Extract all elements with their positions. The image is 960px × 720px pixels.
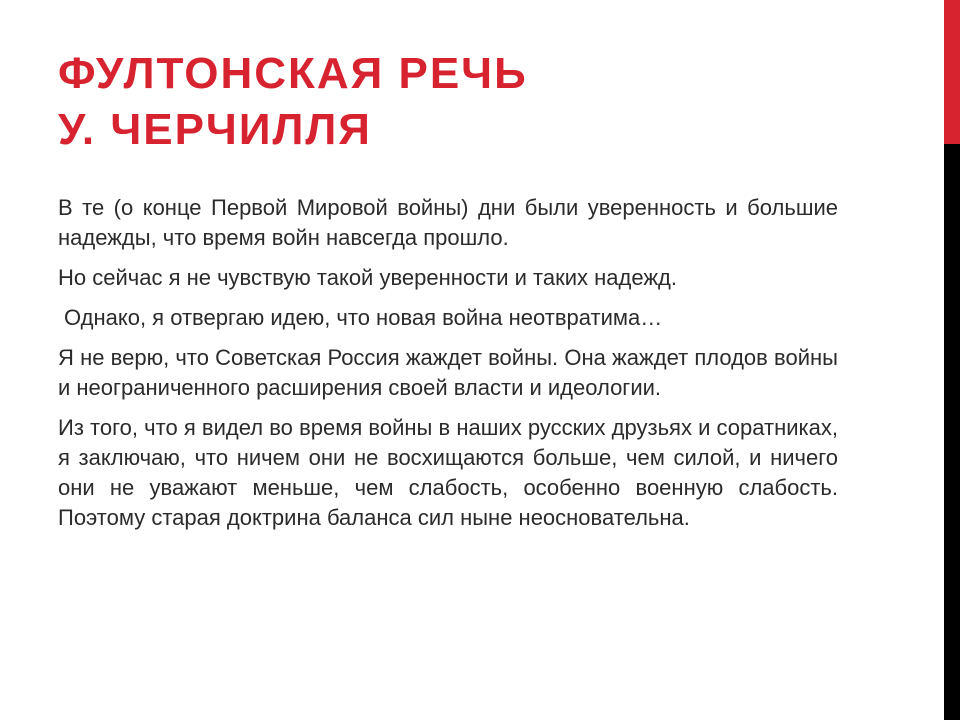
accent-bar-black: [944, 144, 960, 720]
paragraph-1: В те (о конце Первой Мировой войны) дни были уверенность и большие надежды, что время войн навсегда прошло.: [58, 195, 838, 250]
slide-body: [58, 193, 838, 543]
slide-title-line-1: ФУЛТОНСКАЯ РЕЧЬ: [58, 49, 528, 98]
slide-title: [58, 46, 918, 158]
paragraph-3: Однако, я отвергаю идею, что новая война неотвратима…: [64, 305, 663, 330]
paragraph-4: Я не верю, что Советская Россия жаждет войны. Она жаждет плодов войны и неограниченного расширения своей власти и идеологии.: [58, 345, 838, 400]
paragraph-2: Но сейчас я не чувствую такой уверенности и таких надежд.: [58, 265, 677, 290]
accent-bar-red: [944, 0, 960, 144]
paragraph-5: Из того, что я видел во время войны в наших русских друзьях и соратниках, я заключаю, что ничем они не восхищаются больше, чем силой, и ничего они не уважают меньше, чем слабость, особенно военную слабость. Поэтому старая доктрина баланса сил ныне неосновательна.: [58, 415, 838, 530]
slide-title-line-2: У. ЧЕРЧИЛЛЯ: [58, 105, 372, 154]
